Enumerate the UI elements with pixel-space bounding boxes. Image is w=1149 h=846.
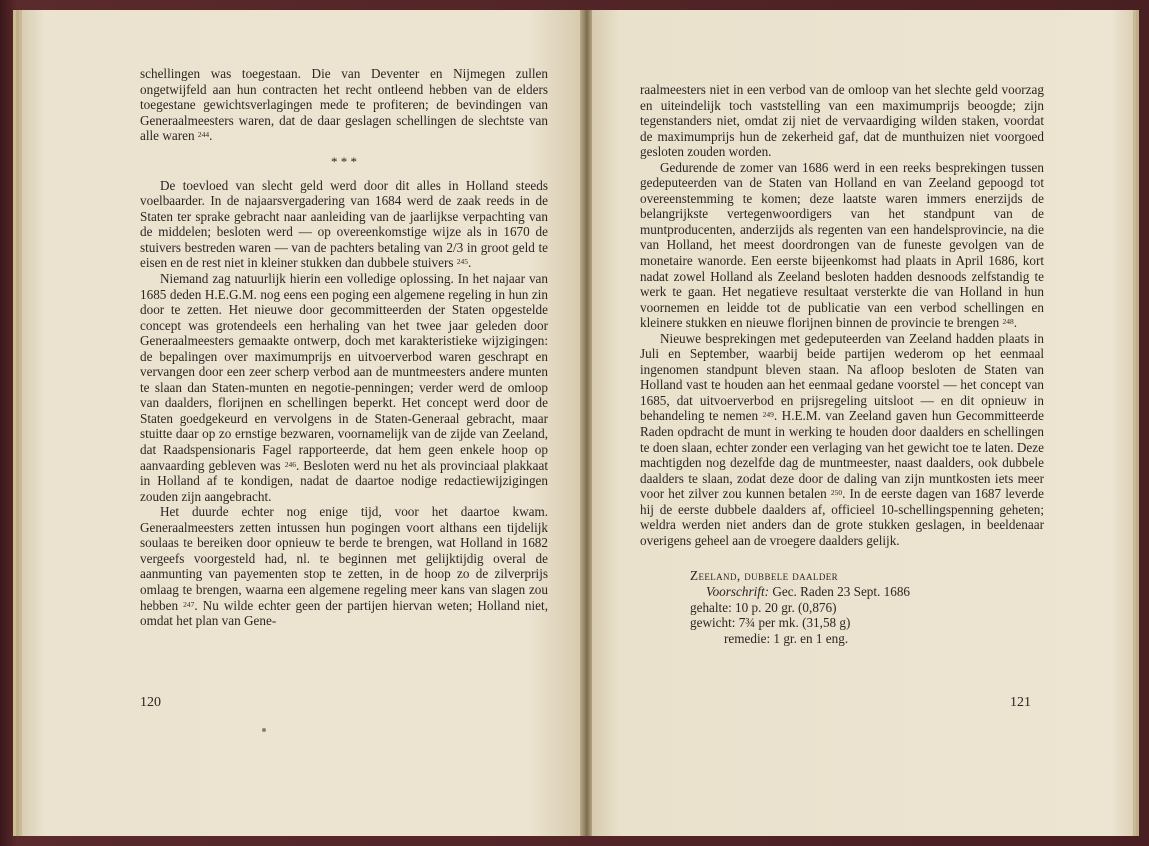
paragraph-text: raalmeesters niet in een verbod van de omloop van het slechte geld voorzag en uiteindelijk toch vaststelling van een maximumprijs beoogde; zijn tegenstanders niet, omdat zij niet de vervaardiging wilden staken, voordat de maximumprijs hun de zekerheid gaf, dat de munthuizen niet voorgoed gesloten zouden worden. <box>640 82 1044 160</box>
book-gutter <box>580 10 592 836</box>
paragraph-tail: . Nu wilde echter geen der partijen hiervan weten; Holland niet, omdat het plan van Gene- <box>140 597 549 629</box>
coin-remedie: remedie: 1 gr. en 1 eng. <box>724 630 849 646</box>
paragraph-text: Nieuwe besprekingen met gedeputeerden van Zeeland hadden plaats in Juli en September, waarbij beide partijen wederom op het eenmaal ingenomen standpunt bleven staan. Na afloop besloten de Staten van Holland vast te houden aan het eenmaal gedane voorstel — het concept van 1685, dat uitvoerverbod en prijsregeling uitsloot — en dit opnieuw in behandeling te nemen <box>640 330 1044 424</box>
coin-description <box>640 568 1044 646</box>
paper-speck <box>262 728 266 732</box>
footnote-ref: 247 <box>183 599 195 609</box>
paragraph-text: Het duurde echter nog enige tijd, voor het daartoe kwam. Generaalmeesters zetten intussen hun pogingen voort althans een tijdelijk soulaas te bereiken door opnieuw te berde te brengen, wat Holland in 1682 vergeefs voorgesteld had, nl. te beginnen met gelijktijdig overal de aanmunting van payementen stop te zetten, in de hoop zo de zilverprijs omlaag te brengen, waarna een algemene regeling meer kans van slagen zou hebben <box>140 504 548 613</box>
left-text-column <box>140 66 548 629</box>
right-paragraph-1 <box>640 82 1044 160</box>
paragraph-text: Niemand zag natuurlijk hierin een volledige oplossing. In het najaar van 1685 deden H.E.G.M. nog eens een poging een algemene regeling in hun zin door te zetten. Het nieuwe door gecommitteerden der Staten opgestelde concept was grotendeels een herhaling van het twee jaar geleden door Generaalmeesters gemaakte ontwerp, doch met karakteristieke wijzigingen: de bepalingen over maximumprijs en uitvoerverbod waren geschrapt en vervangen door een zeer scherp verbod aan de muntmeesters andere munten te slaan dan Staten-munten en negotie-penningen; verder werd de omloop van daalders, florijnen en schellingen beperkt. Het concept werd door de Staten goedgekeurd en vervolgens in de Staten-Generaal gebracht, maar stuitte daar op zo ernstige bezwaren, voornamelijk van de zijde van Zeeland, dat Raadspensionaris Fagel rapporteerde, dat hem geen enkele hoop op aanvaarding gebleven was <box>140 271 548 473</box>
footnote-ref: 248 <box>1002 317 1014 327</box>
left-page-number: 120 <box>140 695 161 710</box>
coin-voorschrift <box>640 584 1044 600</box>
footnote-ref: 250 <box>830 488 843 498</box>
right-paragraph-3 <box>640 331 1044 549</box>
separator-stars: * * * <box>331 153 357 169</box>
left-paragraph-2 <box>140 178 548 271</box>
coin-gehalte: gehalte: 10 p. 20 gr. (0,876) <box>690 599 837 615</box>
paragraph-text: schellingen was toegestaan. Die van Deventer en Nijmegen zullen ongetwijfeld aan hun contracten het recht ontleend hebben van de elders toegestane gewichtsverlagingen mede te profiteren; de bevindingen van Generaalmeesters waren, dat de daar geslagen schellingen de slechtste van alle waren <box>140 66 548 144</box>
paragraph-text: De toevloed van slecht geld werd door dit alles in Holland steeds voelbaarder. In de najaarsvergadering van 1684 werd de zaak reeds in de Staten ter sprake gebracht naar aanleiding van de jaarlijkse verpachting van de middelen; besloten werd — op overeenkomstige wijze als in 1670 de stuivers bestreden waren — van de pachters betaling van 2/3 in groot geld te eisen en de rest niet in kleiner stukken dan dubbele stuivers <box>140 177 548 271</box>
footnote-ref: 244 <box>197 130 210 140</box>
footnote-ref: 246 <box>284 459 296 469</box>
paragraph-tail: . <box>1013 315 1018 331</box>
right-text-column <box>640 82 1044 646</box>
paragraph-tail: . <box>209 128 213 144</box>
paragraph-tail: . H.E.M. van Zeeland gaven hun Gecommitteerde Raden opdracht de munt in werking te houden door daalders en schellingen te doen slaan, echter zonder een verlaging van het gewicht toe te laten. Deze machtigden nog dezelfde dag de muntmeester, naast daalders, ook dubbele daalders te slaan, zodat deze door de daling van zijn muntkosten iets meer voor het zilver zou kunnen betalen <box>640 408 1044 502</box>
section-separator <box>140 153 548 169</box>
left-paragraph-4 <box>140 504 548 628</box>
paragraph-tail: . In de eerste dagen van 1687 leverde hij de eerste dubbele daalders af, officieel 10-schellingspenning geheten; weldra werden niet anders dan de grote stukken geslagen, in beeldenaar overigens geheel aan de vroegere daalders gelijk. <box>640 486 1044 548</box>
coin-heading: Zeeland, dubbele daalder <box>690 568 839 584</box>
paragraph-text: Gedurende de zomer van 1686 werd in een reeks besprekingen tussen gedeputeerden van de Staten van Holland en van Zeeland gepoogd tot overeenstemming te komen; deze laatste waren immers enerzijds de belangrijkste vertegenwoordigers van het standpunt van de muntproducenten, anderzijds als regenten van een handelsprovincie, na die van Holland, het meest doordrongen van de funeste gevolgen van de monetaire wanorde. Een eerste bijeenkomst had plaats in April 1686, kort nadat zowel Holland als Zeeland besloten hadden desnoods zelfstandig te werk te gaan. Het negatieve resultaat versterkte die van Holland in hun voornemen en leidde tot de publicatie van een verbod schellingen en kleinere stukken en nieuwe florijnen binnen de provincie te brengen <box>640 159 1044 331</box>
left-paragraph-1 <box>140 66 548 144</box>
voorschrift-value: Gec. Raden 23 Sept. 1686 <box>772 583 911 599</box>
right-page-number: 121 <box>1010 695 1031 710</box>
voorschrift-label: Voorschrift: <box>706 583 770 599</box>
right-paragraph-2 <box>640 160 1044 331</box>
paragraph-tail: . <box>468 255 472 271</box>
footnote-ref: 245 <box>456 257 469 267</box>
paragraph-tail: . Besloten werd nu het als provinciaal plakkaat in Holland af te kondigen, nadat de daartoe nodige redactiewijzigingen zouden zijn aangebracht. <box>140 457 548 504</box>
left-paragraph-3 <box>140 271 548 504</box>
coin-gewicht: gewicht: 7¾ per mk. (31,58 g) <box>690 615 851 631</box>
footnote-ref: 249 <box>762 410 774 420</box>
